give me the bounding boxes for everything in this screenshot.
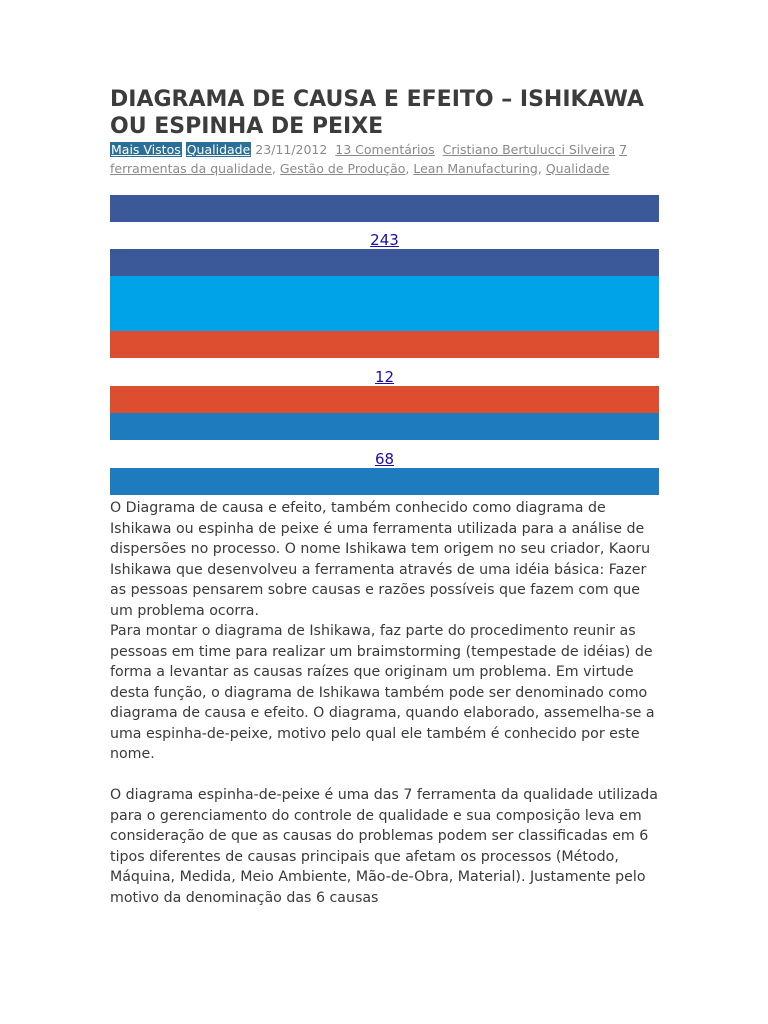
linkedin-share-count	[110, 449, 659, 469]
category-link-gestao-producao[interactable]: Gestão de Produção	[279, 160, 406, 176]
page-title: DIAGRAMA DE CAUSA E EFEITO – ISHIKAWA OU ESPINHA DE PEIXE	[110, 87, 644, 139]
linkedin-count-link[interactable]: 68	[374, 450, 395, 468]
linkedin-share-bar-bottom[interactable]	[110, 468, 659, 495]
facebook-share-bar-bottom[interactable]	[110, 249, 659, 276]
facebook-count-link[interactable]: 243	[370, 231, 399, 249]
google-count-link[interactable]: 12	[374, 368, 395, 386]
twitter-share-bar[interactable]	[110, 276, 659, 331]
facebook-share-bar-top[interactable]	[110, 195, 659, 222]
paragraph-brainstorming: Para montar o diagrama de Ishikawa, faz parte do procedimento reunir as pessoas em time para realizar um braimstorming (tempestade de idéias) de forma a levantar as causas raízes que originam um problema. Em virtude desta função, o diagrama de Ishikawa também pode ser denominado como diagrama de causa e efeito. O diagrama, quando elaborado, assemelha-se a uma espinha-de-peixe, motivo pelo qual ele também é conhecido por este nome.	[110, 623, 655, 762]
paragraph-seven-tools: O diagrama espinha-de-peixe é uma das 7 ferramenta da qualidade utilizada para o gerenciamento do controle de qualidade e sua composição leva em consideração de que as causas do problemas podem ser classificadas em 6 tipos diferentes de causas principais que afetam os processos (Método, Máquina, Medida, Meio Ambiente, Mão-de-Obra, Material). Justamente pelo motivo da denominação das 6 causas	[110, 787, 658, 906]
author-link[interactable]: Cristiano Bertulucci Silveira	[442, 142, 616, 157]
paragraph-intro: O Diagrama de causa e efeito, também conhecido como diagrama de Ishikawa ou espinha de peixe é uma ferramenta utilizada para a análise de dispersões no processo. O nome Ishikawa tem origem no seu criador, Kaoru Ishikawa que desenvolveu a ferramenta através de uma idéia básica: Fazer as pessoas pensarem sobre causas e razões possíveis que fazem com que um problema ocorra.	[110, 500, 651, 619]
paragraph-spacer	[110, 765, 662, 786]
category-link-7-ferramentas[interactable]: 7 ferramentas da qualidade	[110, 142, 628, 176]
google-share-bar-top[interactable]	[110, 331, 659, 358]
tag-qualidade[interactable]: Qualidade	[186, 142, 251, 157]
post-meta: Mais Vistos Qualidade 23/11/2012 13 Comentários Cristiano Bertulucci Silveira 7 ferramentas da qualidade, Gestão de Produção, Lean Manufacturing, Qualidade	[110, 142, 628, 176]
tag-mais-vistos[interactable]: Mais Vistos	[111, 142, 181, 157]
google-share-count	[110, 367, 659, 387]
linkedin-share-bar-top[interactable]	[110, 413, 659, 440]
category-link-qualidade[interactable]: Qualidade	[545, 160, 610, 176]
article-body	[110, 498, 662, 908]
google-share-bar-bottom[interactable]	[110, 386, 659, 413]
post-date: 23/11/2012	[255, 142, 328, 157]
comments-link[interactable]: 13 Comentários	[335, 142, 435, 157]
category-link-lean-manufacturing[interactable]: Lean Manufacturing	[413, 160, 538, 176]
facebook-share-count	[110, 230, 659, 250]
